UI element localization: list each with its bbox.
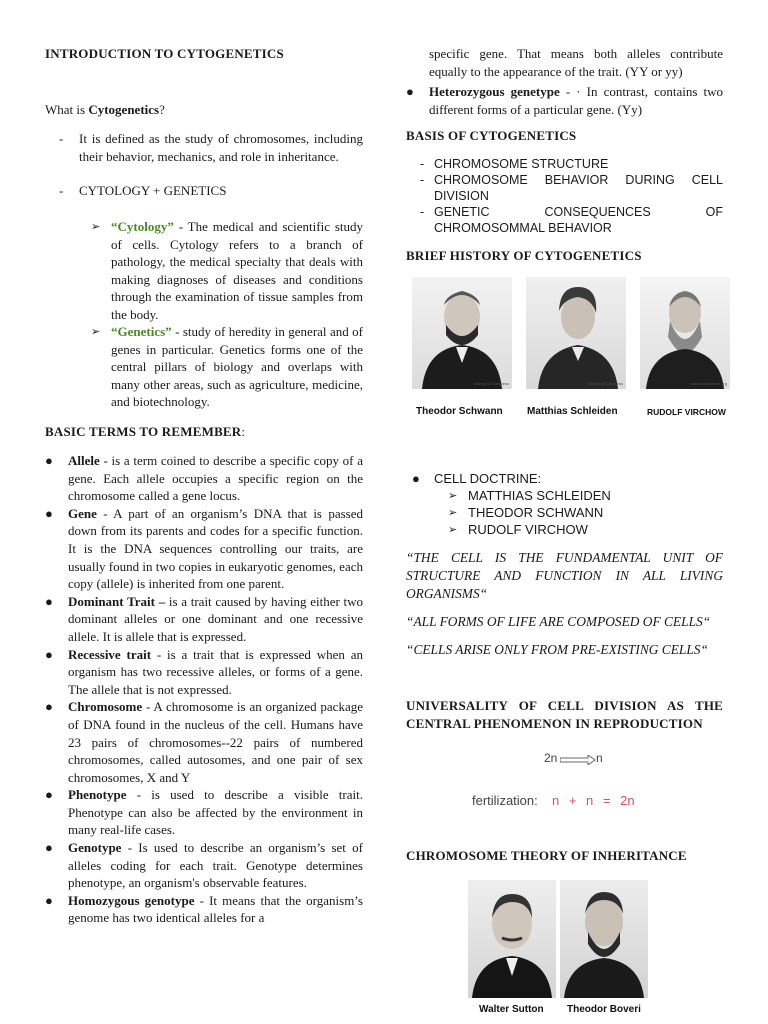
basic-terms-heading [45,424,245,440]
quote-2: “ALL FORMS OF LIFE ARE COMPOSED OF CELLS“ [406,614,711,629]
doctrine-item-text: THEODOR SCHWANN [468,505,604,520]
term-text: - A chromosome is an organized package of DNA found in the nucleus of the cell. Humans have 23 pairs of chromosomes--22 pairs of numbered chromosomes, called autosomes, and one pair of sex chromosomes, X and Y [68,699,363,785]
basis-item-text: CHROMOSOME STRUCTURE [434,157,609,171]
term-allele [45,452,363,505]
theory-heading: CHROMOSOME THEORY OF INHERITANCE [406,848,687,863]
cytology-genetics-item [45,183,363,199]
term-name: Genotype [68,840,122,856]
boveri-portrait [560,880,648,998]
doctrine-item-text: RUDOLF VIRCHOW [468,522,588,537]
term-name: Homozygous genotype [68,892,195,908]
term-text: - is a term coined to describe a specific copy of a gene. Each allele occupies a specific region on the chromosome called a gene locus. [68,453,363,504]
question-prefix: What is [45,102,89,117]
question-suffix: ? [159,102,165,117]
doctrine-item [448,504,723,521]
photo-credit: www.ecoscience.org [690,381,727,386]
cytology-item [91,218,363,324]
term-text: - is a trait that is expressed when an organism has two recessive alleles, or forms of a gene. The allele that is not expressed. [68,646,363,697]
term-text: is a trait caused by having either two dominant alleles or one dominant and one recessive allele. It is allele that is expressed. [68,593,363,644]
term-homozygous [45,892,363,927]
doctrine-label: CELL DOCTRINE: [434,471,542,486]
basis-heading: BASIS OF CYTOGENETICS [406,128,577,143]
arrow-right-icon [560,755,596,765]
doctrine-item [448,521,723,538]
virchow-portrait [640,277,730,389]
basis-item [406,204,723,236]
cytology-term: “Cytology” [111,219,174,234]
basis-item-text: CHROMOSOME BEHAVIOR DURING CELL DIVISION [434,173,723,203]
fertilization-label: fertilization: [472,793,538,808]
definition-text: It is defined as the study of chromosomes, including their behavior, mechanics, and role in inheritance. [79,131,363,164]
term-text: - · In contrast, contains two different forms of a particular gene. (Yy) [429,84,723,117]
bullet-dot-icon: ● [45,505,53,521]
caption-schwann: Theodor Schwann [416,406,503,417]
cell-doctrine [406,470,723,538]
bullet-dot-icon: ● [45,453,53,468]
caption-virchow: RUDOLF VIRCHOW [647,407,726,417]
term-text: - Is used to describe an organism’s set of alleles coding for each trait. Genotype determines phenotype, an organism's observable features. [68,840,363,891]
bullet-dot-icon: ● [412,471,420,486]
term-text: - A part of an organism’s DNA that is passed down from its parents and codes for a specific function. It is the DNA sequences controlling our traits, are usually found in two copies in eukaryotic genomes, each copy (allele) is inherited from one parent. [68,505,363,592]
term-genotype [45,839,363,892]
caption-sutton: Walter Sutton [479,1004,544,1015]
arrow-bullet-icon: ➢ [91,325,101,338]
caption-boveri: Theodor Boveri [567,1004,641,1015]
cytology-genetics-text: CYTOLOGY + GENETICS [79,183,227,198]
genetics-text: - study of heredity in general and of genes in particular. Genetics forms one of the central pillars of biology and overlaps with many other areas, such as agriculture, medicine, and biotechnology. [111,324,363,410]
photo-credit: Library of Congress [474,381,509,386]
term-name: Chromosome [68,699,143,715]
cell-division-diagram [460,745,670,825]
arrow-bullet-icon: ➢ [448,489,458,502]
bullet-dot-icon: ● [45,699,53,715]
term-name: Allele [68,453,100,468]
term-gene [45,505,363,593]
term-name: Heterozygous genetype [429,84,560,99]
question-line [45,102,165,118]
basic-terms-title: BASIC TERMS TO REMEMBER [45,424,242,439]
genetics-item [91,323,363,411]
arrow-bullet-icon: ➢ [448,506,458,519]
basis-item-text: GENETIC CONSEQUENCES OF CHROMOSOMMAL BEHAVIOR [434,205,723,235]
caption-schleiden: Matthias Schleiden [527,406,618,417]
term-chromosome [45,698,363,786]
bullet-dot-icon: ● [45,646,53,662]
universality-heading: UNIVERSALITY OF CELL DIVISION AS THE CENTRAL PHENOMENON IN REPRODUCTION [406,698,723,731]
term-heterozygous [406,83,723,118]
bullet-dot-icon: ● [45,787,53,803]
term-name: Gene [68,505,97,521]
history-figure [404,275,729,425]
bullet-dot-icon: ● [45,892,53,908]
homozygous-continuation: specific gene. That means both alleles contribute equally to the appearance of the trait. (YY or yy) [429,46,723,79]
quote-3: “CELLS ARISE ONLY FROM PRE-EXISTING CELLS“ [406,642,708,657]
term-text: - is used to describe a visible trait. Phenotype can also be affected by the environment in many real-life cases. [68,787,363,838]
arrow-bullet-icon: ➢ [91,220,101,233]
division-2n: 2n [544,751,558,765]
basis-list [406,156,723,236]
basis-item [406,156,723,172]
schwann-portrait [412,277,512,389]
bullet-dot-icon: ● [45,593,53,609]
terms-list [45,452,363,927]
term-name: Phenotype [68,787,127,803]
arrow-bullet-icon: ➢ [448,523,458,536]
photo-credit: Library of Congress [588,381,623,386]
division-n: n [596,751,603,765]
theory-figure [468,878,650,1020]
bullet-dot-icon: ● [45,840,53,856]
term-text: - It means that the organism’s genome has two identical alleles for a [68,892,363,926]
term-phenotype [45,786,363,839]
question-term: Cytogenetics [88,102,160,117]
page-title: INTRODUCTION TO CYTOGENETICS [45,46,284,61]
doctrine-item-text: MATTHIAS SCHLEIDEN [468,488,611,503]
basic-terms-colon: : [241,424,246,439]
definition-item [45,130,363,165]
term-dominant-trait [45,593,363,646]
quote-1: “THE CELL IS THE FUNDAMENTAL UNIT OF STRUCTURE AND FUNCTION IN ALL LIVING ORGANISMS“ [406,550,723,601]
sutton-portrait [468,880,556,998]
fertilization-equation: n + n = 2n [552,793,635,808]
doctrine-item [448,487,723,504]
term-name: Recessive trait [68,646,152,662]
cytology-text: - The medical and scientific study of cells. Cytology refers to a branch of pathology, the medical specialty that deals with making diagnoses of diseases and conditions through the examination of tissue samples from the body. [111,219,363,322]
doctrine-label-item [406,470,723,487]
history-heading: BRIEF HISTORY OF CYTOGENETICS [406,248,642,263]
term-recessive-trait [45,646,363,699]
schleiden-portrait [526,277,626,389]
bullet-dot-icon: ● [406,84,414,99]
genetics-term: “Genetics” [111,324,172,339]
term-name: Dominant Trait – [68,593,166,609]
basis-item [406,172,723,204]
